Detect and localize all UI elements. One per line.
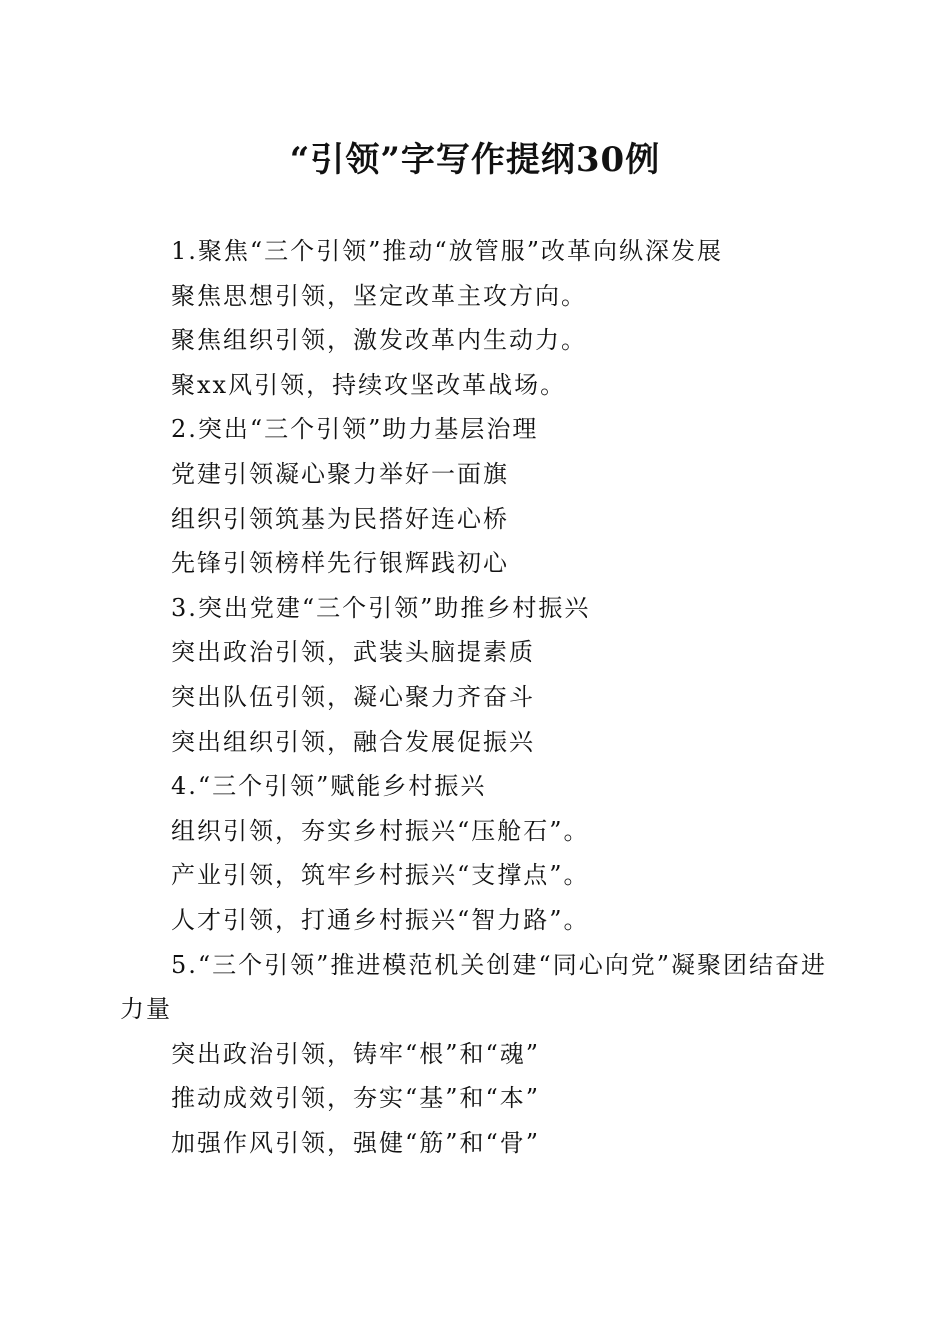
heading-1: 1.聚焦“三个引领”推动“放管服”改革向纵深发展 (171, 237, 723, 265)
paragraph-line: 推动成效引领，夯实“基”和“本” (171, 1084, 541, 1113)
paragraph-line: 突出组织引领，融合发展促振兴 (171, 727, 535, 756)
paragraph-line: 人才引领，打通乡村振兴“智力路”。 (171, 905, 590, 934)
paragraph-line: 突出队伍引领，凝心聚力齐奋斗 (171, 682, 535, 711)
document-body (120, 229, 835, 1165)
paragraph-line: 先锋引领榜样先行银辉践初心 (171, 549, 509, 578)
document-title: “引领”字写作提纲30例 (289, 140, 661, 180)
paragraph-line: 聚焦思想引领，坚定改革主攻方向。 (171, 281, 587, 310)
paragraph-line: 组织引领，夯实乡村振兴“压舱石”。 (171, 816, 590, 845)
paragraph-line: 突出政治引领，武装头脑提素质 (171, 638, 535, 667)
paragraph-line: 聚xx风引领，持续攻坚改革战场。 (171, 370, 567, 399)
paragraph-line: 加强作风引领，强健“筋”和“骨” (171, 1128, 541, 1157)
paragraph-line: 产业引领，筑牢乡村振兴“支撑点”。 (171, 861, 590, 890)
heading-5: 5.“三个引领”推进模范机关创建“同心向党”凝聚团结奋进力量 (120, 950, 827, 1024)
paragraph-line: 聚焦组织引领，激发改革内生动力。 (171, 326, 587, 355)
paragraph-line: 突出政治引领，铸牢“根”和“魂” (171, 1039, 541, 1068)
heading-2: 2.突出“三个引领”助力基层治理 (171, 415, 539, 444)
paragraph-line: 党建引领凝心聚力举好一面旗 (171, 459, 509, 488)
heading-3: 3.突出党建“三个引领”助推乡村振兴 (171, 593, 591, 622)
heading-4: 4.“三个引领”赋能乡村振兴 (171, 772, 487, 801)
paragraph-line: 组织引领筑基为民搭好连心桥 (171, 504, 509, 533)
